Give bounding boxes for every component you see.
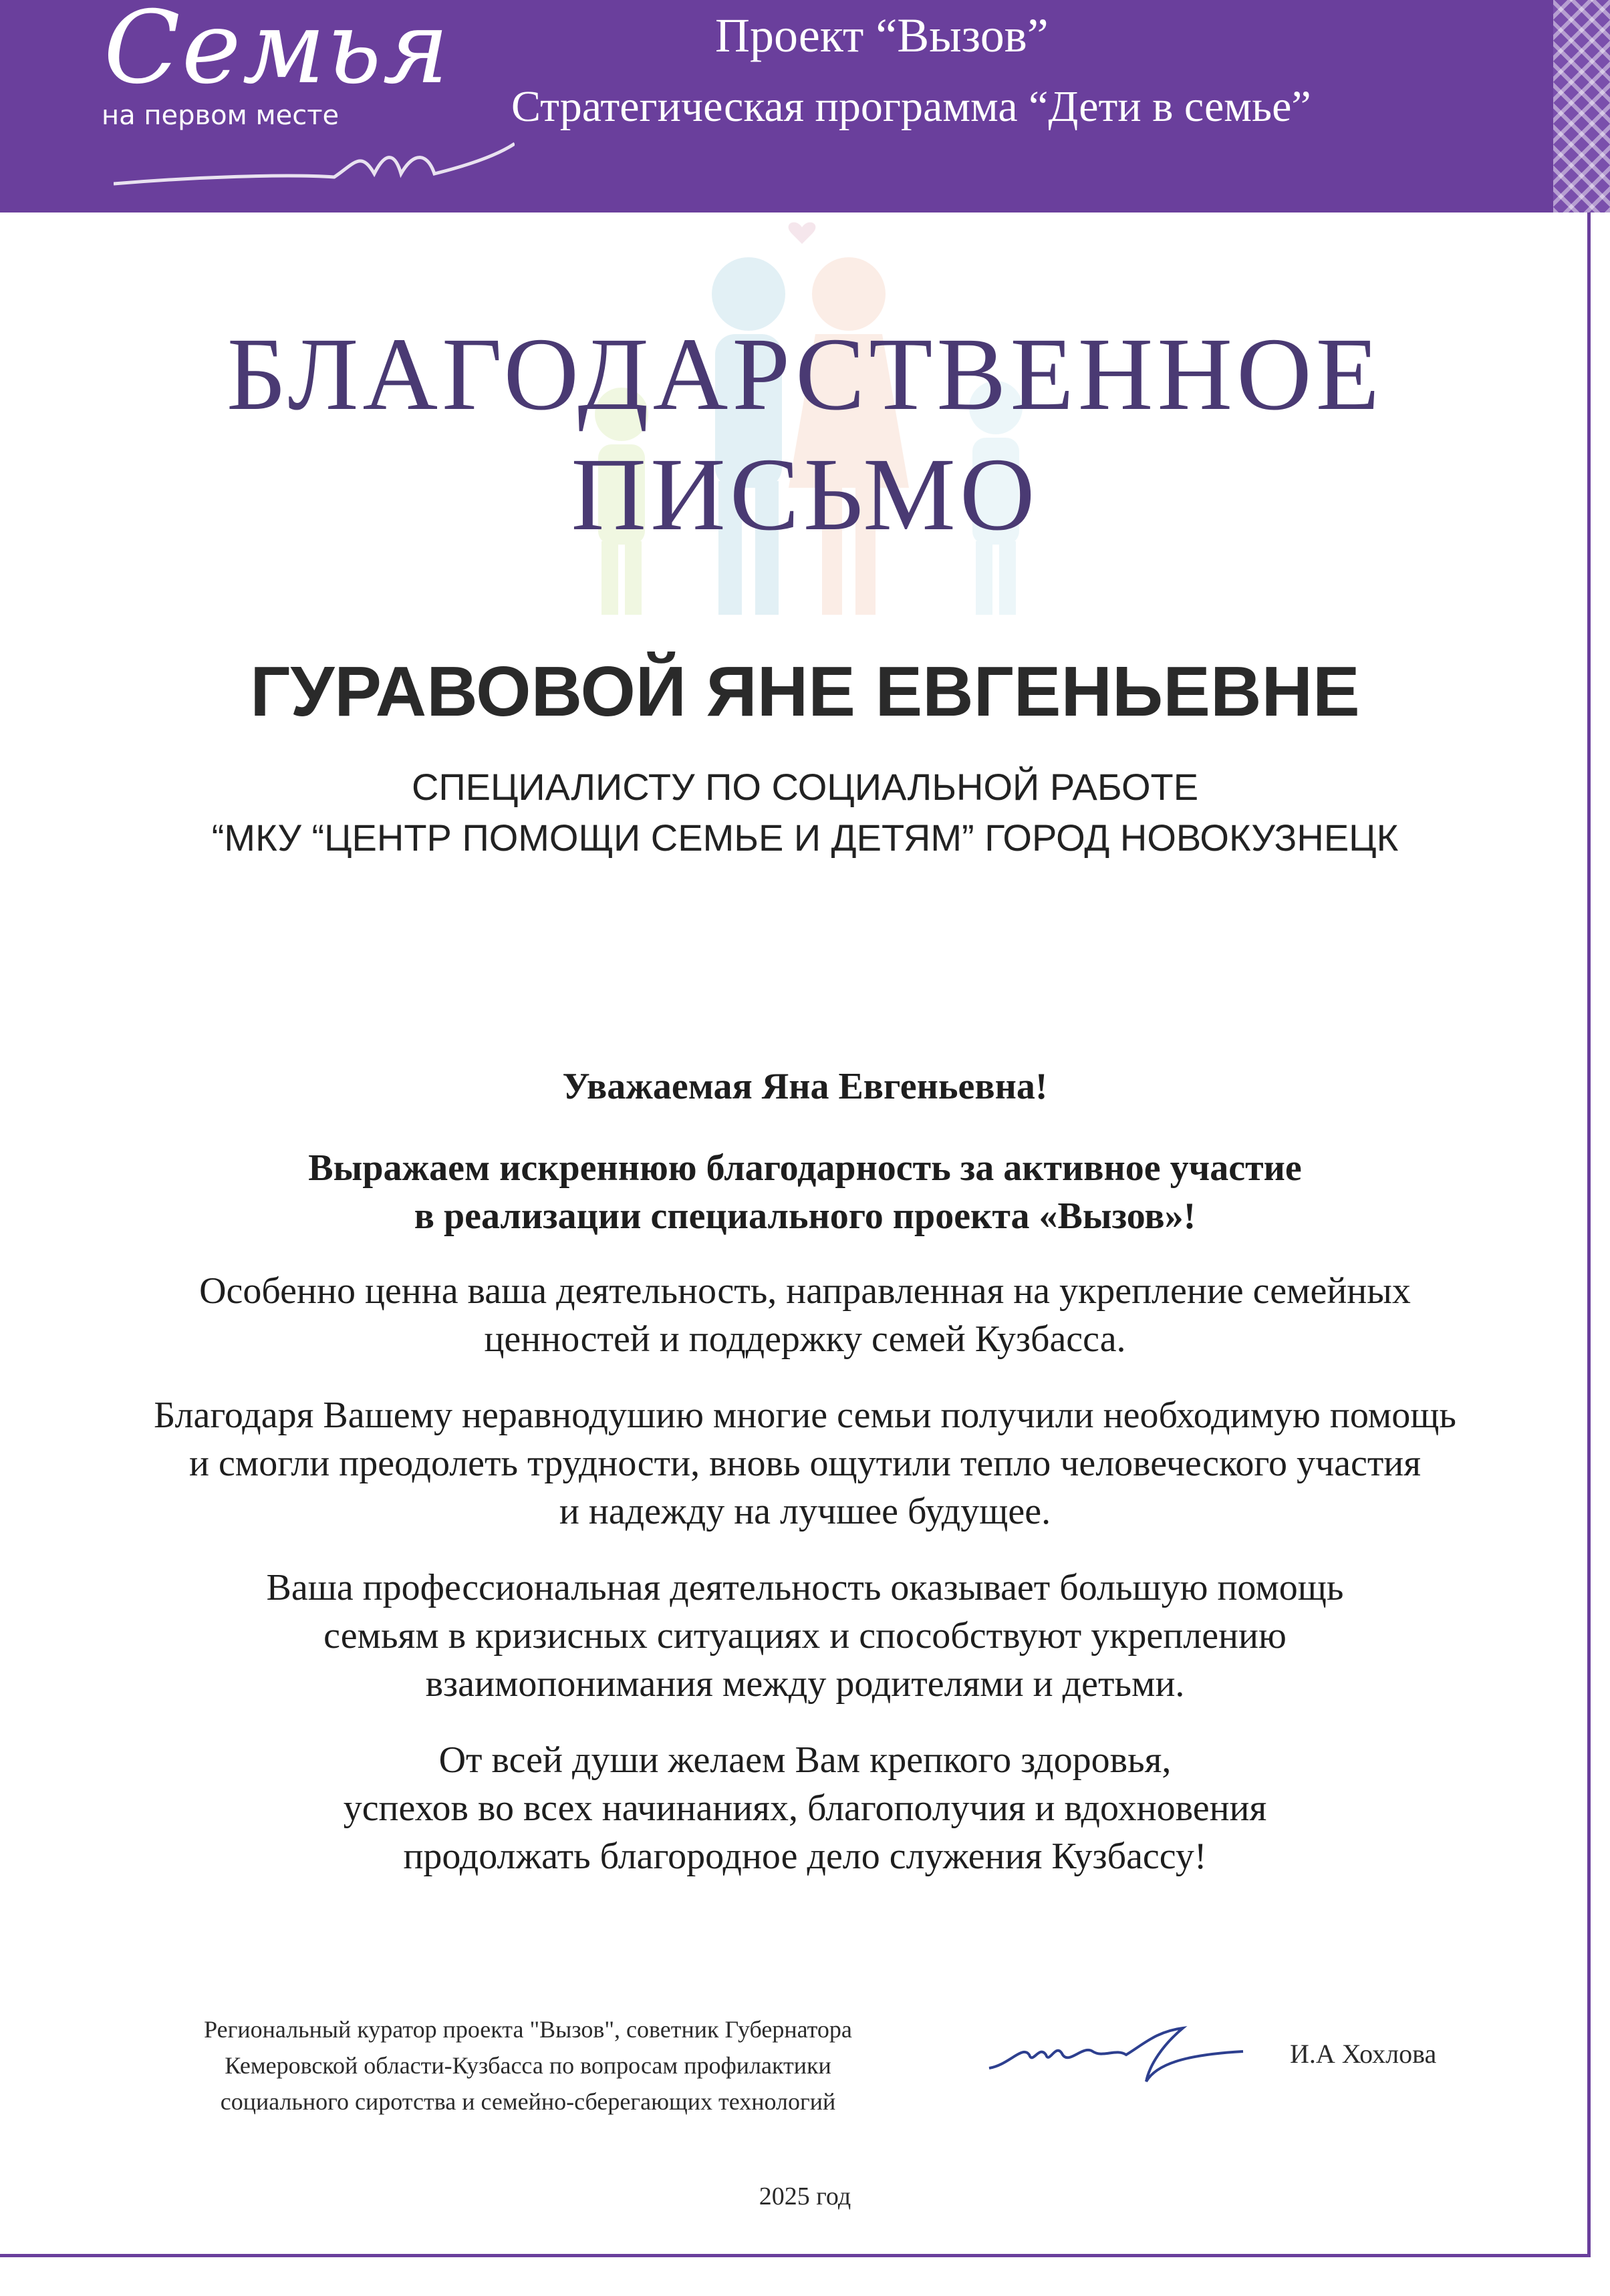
curator-title xyxy=(107,2011,949,2120)
paragraph-3 xyxy=(0,1564,1610,1708)
header-pattern xyxy=(1553,0,1610,212)
header-band xyxy=(0,0,1610,212)
project-title: Проект “Вызов” xyxy=(715,9,1049,62)
recipient-role-line1: СПЕЦИАЛИСТУ ПО СОЦИАЛЬНОЙ РАБОТЕ xyxy=(411,766,1199,808)
p1-line2: ценностей и поддержку семей Кузбасса. xyxy=(484,1318,1126,1360)
p4-line2: успехов во всех начинаниях, благополучия и вдохновения xyxy=(343,1787,1267,1829)
greeting: Уважаемая Яна Евгеньевна! xyxy=(562,1066,1048,1107)
p2-line1: Благодаря Вашему неравнодушию многие семьи получили необходимую помощь xyxy=(154,1395,1456,1436)
paragraph-4 xyxy=(0,1736,1610,1880)
document-title: БЛАГОДАРСТВЕННОЕ ПИСЬМО xyxy=(226,316,1384,552)
program-title: Стратегическая программа “Дети в семье” xyxy=(511,82,1311,131)
curator-line2: Кемеровской области-Кузбасса по вопросам профилактики xyxy=(225,2052,831,2079)
p3-line2: семьям в кризисных ситуациях и способствуют укреплению xyxy=(323,1615,1287,1657)
curator-line1: Региональный куратор проекта "Вызов", советник Губернатора xyxy=(204,2016,852,2043)
logo-main-text: Семья xyxy=(104,0,450,106)
paragraph-2 xyxy=(0,1391,1610,1536)
thanks-line2: в реализации специального проекта «Вызов»! xyxy=(414,1195,1196,1237)
letter-body xyxy=(0,1062,1610,1908)
curator-line3: социального сиротства и семейно-сберегающих технологий xyxy=(220,2088,836,2115)
p4-line1: От всей души желаем Вам крепкого здоровья, xyxy=(438,1739,1172,1781)
logo-swoosh-icon xyxy=(114,137,515,197)
p2-line2: и смогли преодолеть трудности, вновь ощутили тепло человеческого участия xyxy=(188,1443,1422,1484)
paragraph-1 xyxy=(0,1267,1610,1363)
p1-line1: Особенно ценна ваша деятельность, направленная на укрепление семейных xyxy=(199,1270,1411,1312)
recipient-role xyxy=(0,762,1610,863)
thanks-paragraph xyxy=(0,1144,1610,1240)
p3-line1: Ваша профессиональная деятельность оказывает большую помощь xyxy=(266,1567,1344,1608)
thanks-line1: Выражаем искреннюю благодарность за активное участие xyxy=(308,1147,1302,1189)
signature-icon xyxy=(982,2018,1250,2092)
signer-name: И.А Хохлова xyxy=(1290,2039,1437,2069)
logo-subtitle: на первом месте xyxy=(102,100,340,131)
recipient-role-line2: “МКУ “ЦЕНТР ПОМОЩИ СЕМЬЕ И ДЕТЯМ” ГОРОД НОВОКУЗНЕЦК xyxy=(211,817,1399,859)
logo xyxy=(47,0,475,200)
year: 2025 год xyxy=(759,2182,851,2210)
recipient-name: ГУРАВОВОЙ ЯНЕ ЕВГЕНЬЕВНЕ xyxy=(250,652,1360,731)
p2-line3: и надежду на лучшее будущее. xyxy=(559,1491,1051,1532)
p3-line3: взаимопонимания между родителями и детьми. xyxy=(425,1663,1185,1705)
p4-line3: продолжать благородное дело служения Кузбассу! xyxy=(403,1836,1207,1877)
